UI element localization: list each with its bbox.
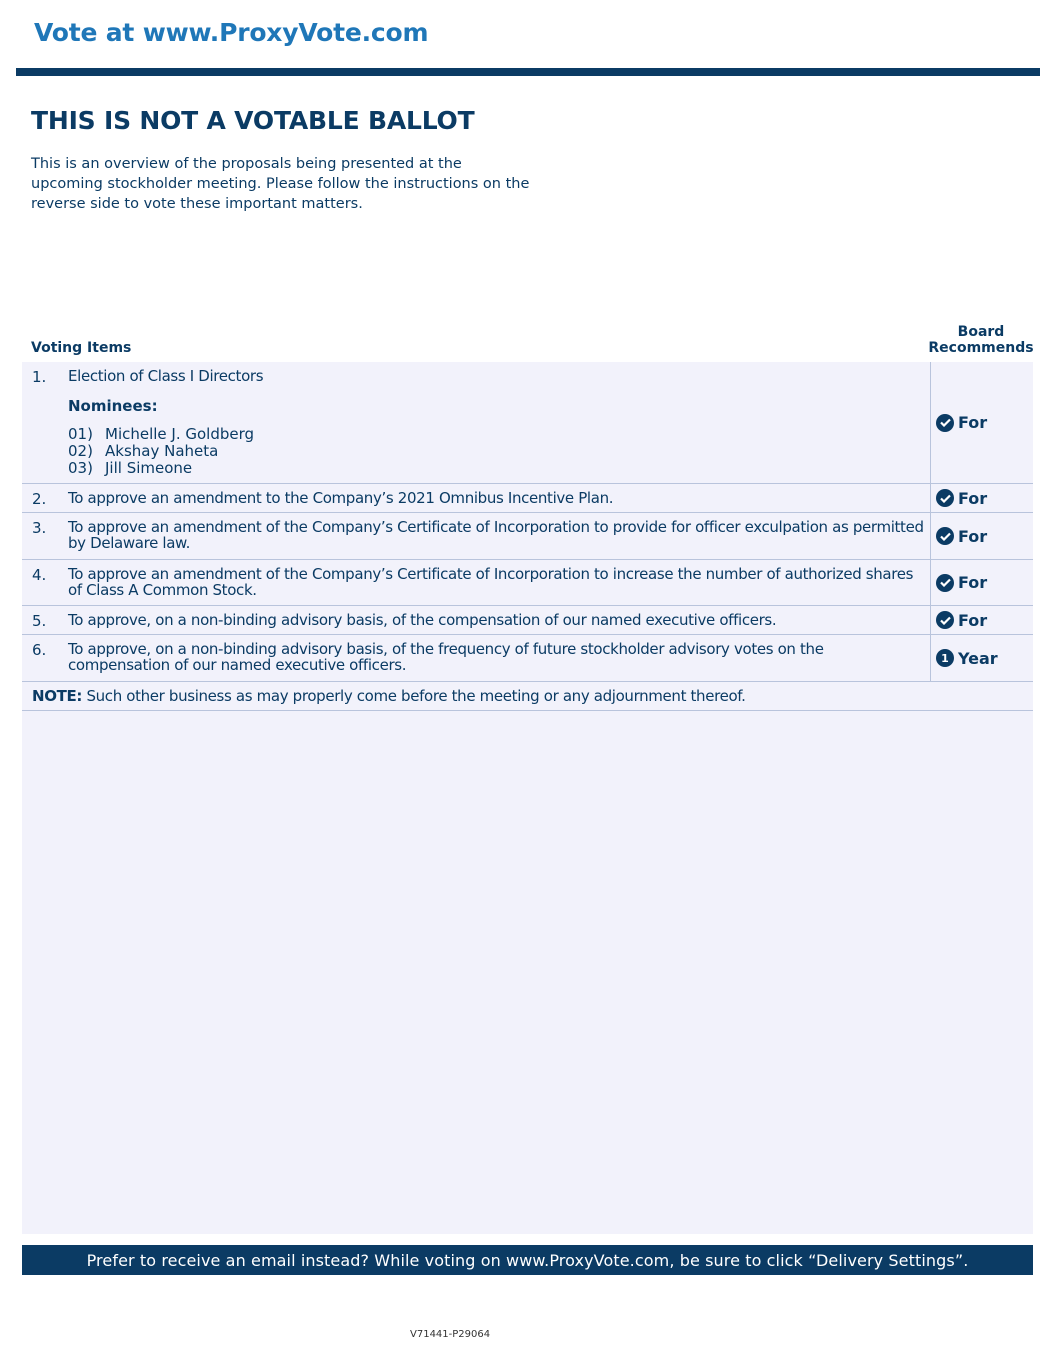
nominee-item [68, 443, 218, 460]
board-recommendation [930, 606, 1033, 634]
board-recommendation [930, 484, 1033, 512]
item-number: 2. [32, 490, 47, 508]
document-code: V71441-P29064 [410, 1329, 491, 1340]
note-row [22, 682, 1033, 711]
nominee-number: 02) [68, 442, 93, 460]
item-text: Election of Class I Directors [68, 367, 264, 385]
recommendation-label: For [958, 413, 988, 432]
voting-item-5 [22, 606, 1033, 635]
item-number: 4. [32, 566, 47, 584]
recommendation-label: For [958, 488, 988, 508]
item-number: 3. [32, 519, 47, 537]
nominee-item [68, 460, 192, 477]
voting-item-2 [22, 484, 1033, 513]
proxyvote-link[interactable]: Vote at www.ProxyVote.com [34, 18, 429, 47]
email-delivery-banner [22, 1245, 1033, 1275]
nominee-item [68, 426, 254, 443]
item-text: To approve, on a non-binding advisory basis, of the frequency of future stockholder advisory votes on the compensation of our named executive officers. [68, 640, 824, 674]
recommendation-label: For [958, 610, 988, 630]
nominee-name: Jill Simeone [105, 459, 193, 477]
voting-item-1 [22, 362, 1033, 484]
recommendation-label: For [958, 573, 988, 592]
page-title: THIS IS NOT A VOTABLE BALLOT [31, 106, 475, 135]
board-recommendation [930, 513, 1033, 559]
board-header-line2: Recommends [928, 340, 1034, 356]
voting-item-6 [22, 635, 1033, 682]
board-recommendation [930, 560, 1033, 605]
nominee-number: 01) [68, 425, 93, 443]
board-recommends-header [928, 324, 1034, 356]
board-header-line1: Board [957, 324, 1005, 340]
note-label: NOTE: [32, 687, 83, 705]
one-circle-icon: 1 [936, 649, 954, 667]
board-recommendation [930, 635, 1033, 681]
board-recommendation [930, 362, 1033, 483]
nominee-number: 03) [68, 459, 93, 477]
item-text: To approve, on a non-binding advisory basis, of the compensation of our named executive officers. [68, 611, 777, 629]
footer-text: Prefer to receive an email instead? While voting on www.ProxyVote.com, be sure to click “Delivery Settings”. [86, 1250, 969, 1270]
nominee-name: Michelle J. Goldberg [105, 425, 255, 443]
nominees-label: Nominees: [68, 397, 158, 415]
check-circle-icon [936, 489, 954, 507]
check-circle-icon [936, 414, 954, 432]
header-divider [16, 68, 1040, 76]
intro-text: This is an overview of the proposals being presented at the upcoming stockholder meeting. Please follow the instructions on the reverse side to vote these important matters. [31, 156, 530, 212]
item-text: To approve an amendment of the Company’s Certificate of Incorporation to increase the number of authorized shares of Class A Common Stock. [68, 565, 914, 599]
item-number: 6. [32, 641, 47, 659]
item-number: 5. [32, 612, 47, 630]
voting-item-3 [22, 513, 1033, 560]
recommendation-label: Year [958, 648, 998, 668]
note-body: Such other business as may properly come before the meeting or any adjournment thereof. [82, 687, 746, 705]
voting-items-header: Voting Items [31, 340, 132, 356]
nominee-name: Akshay Naheta [105, 442, 219, 460]
item-text: To approve an amendment to the Company’s 2021 Omnibus Incentive Plan. [68, 489, 614, 507]
item-text: To approve an amendment of the Company’s Certificate of Incorporation to provide for officer exculpation as permitted by Delaware law. [68, 518, 924, 552]
note-text [32, 688, 1022, 704]
item-number: 1. [32, 368, 47, 386]
check-circle-icon [936, 611, 954, 629]
check-circle-icon [936, 527, 954, 545]
check-circle-icon [936, 574, 954, 592]
recommendation-label: For [958, 526, 988, 546]
voting-item-4 [22, 560, 1033, 606]
